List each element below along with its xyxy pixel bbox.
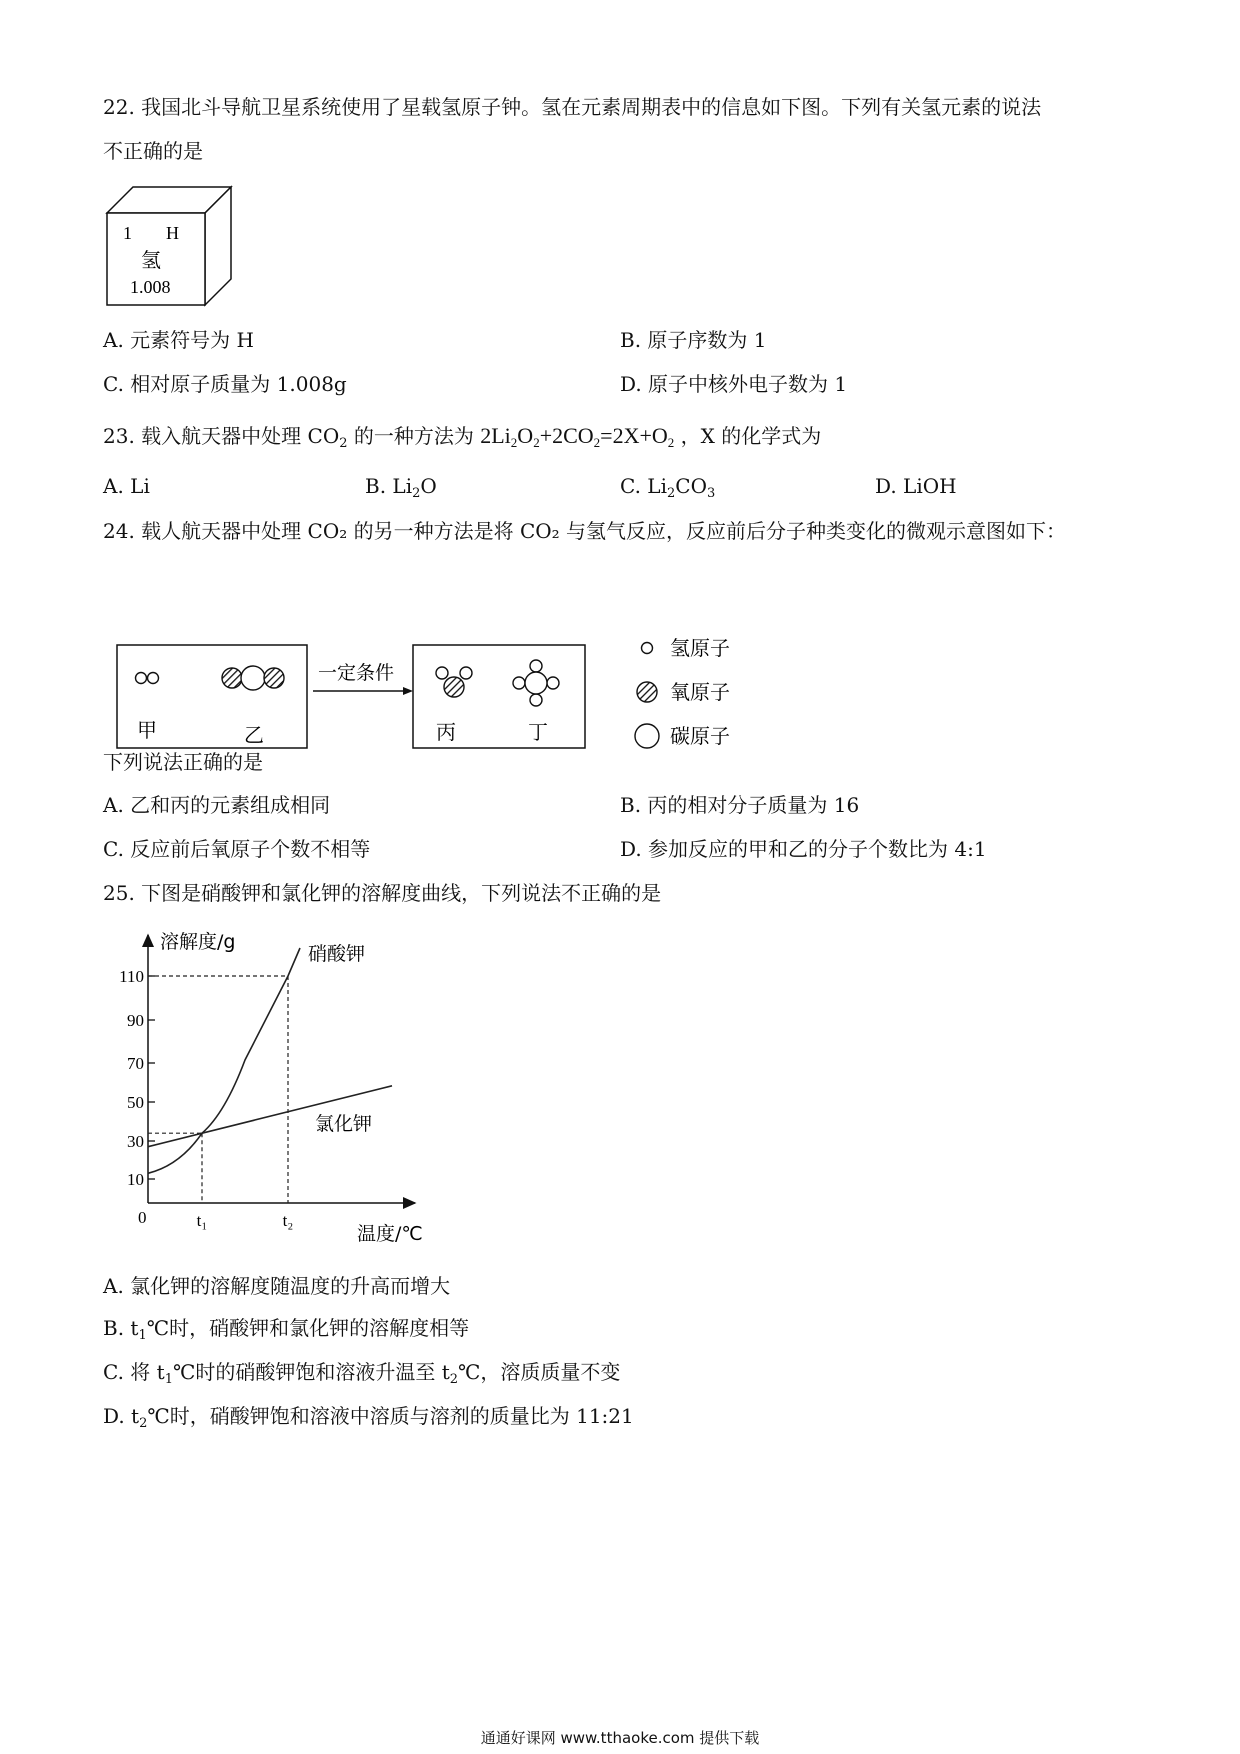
legend-o-label: 氧原子: [670, 680, 730, 704]
y-tick-label-30: 30: [127, 1132, 144, 1151]
q24-stem: 24. 载人航天器中处理 CO₂ 的另一种方法是将 CO₂ 与氢气反应，反应前后分子种类变化的微观示意图如下：: [103, 519, 1067, 543]
q25-stem: 25. 下图是硝酸钾和氯化钾的溶解度曲线，下列说法不正确的是: [103, 881, 662, 905]
guide-lines: [148, 976, 288, 1203]
element-number: 1: [123, 223, 132, 243]
legend-c-label: 碳原子: [670, 724, 730, 748]
x-axis-label: 温度/℃: [357, 1223, 423, 1245]
series-kcl-label: 氯化钾: [315, 1113, 373, 1135]
q23-equation: $2Li_2O_2+2CO_2=2X+O_2$: [480, 423, 675, 450]
label-jia: 甲: [137, 718, 157, 742]
q22-option-d: D. 原子中核外电子数为 1: [620, 372, 848, 396]
molecule-bing: [436, 667, 472, 697]
reaction-diagram: [100, 630, 780, 760]
q22-option-a: A. 元素符号为 H: [103, 328, 254, 352]
q22-stem-line1: 22. 我国北斗导航卫星系统使用了星载氢原子钟。氢在元素周期表中的信息如下图。下列有关氢元素的说法: [103, 95, 1042, 119]
q22-stem-line2: 不正确的是: [103, 139, 203, 163]
q24-option-b: B. 丙的相对分子质量为 16: [620, 793, 860, 817]
label-bing: 丙: [436, 720, 456, 744]
q24-option-c: C. 反应前后氧原子个数不相等: [103, 837, 371, 861]
q25-option-b: B. $t_1℃$时，硝酸钾和氯化钾的溶解度相等: [103, 1316, 470, 1343]
x-tick-label-1: t₁: [196, 1211, 208, 1230]
legend-c-icon: [635, 724, 659, 748]
curves: [148, 943, 392, 1173]
q23-option-b: B. $Li_2O$: [365, 474, 437, 501]
solubility-chart: [100, 920, 480, 1250]
element-symbol: H: [166, 223, 179, 243]
y-tick-label-50: 50: [127, 1093, 144, 1112]
x-tick-label-0: 0: [138, 1208, 147, 1227]
y-tick-label-110: 110: [119, 967, 144, 986]
y-tick-label-10: 10: [127, 1170, 144, 1189]
legend-h-label: 氢原子: [670, 636, 730, 660]
element-card-figure: [103, 183, 235, 308]
element-name: 氢: [141, 248, 161, 272]
q23-option-d: D. LiOH: [875, 474, 957, 498]
series-kno3-line: [148, 948, 300, 1173]
element-mass: 1.008: [130, 277, 171, 297]
legend-o-icon: [637, 682, 657, 702]
y-tick-label-70: 70: [127, 1054, 144, 1073]
y-axis-label: 溶解度/g: [160, 931, 236, 953]
y-ticks: [119, 967, 155, 1189]
q22-option-c: C. 相对原子质量为 1.008g: [103, 372, 347, 396]
q23-option-a: A. Li: [103, 474, 150, 498]
series-kno3-label: 硝酸钾: [308, 943, 366, 965]
y-tick-label-90: 90: [127, 1011, 144, 1030]
label-yi: 乙: [244, 723, 264, 747]
molecule-ding: [513, 660, 559, 706]
q25-option-a: A. 氯化钾的溶解度随温度的升高而增大: [103, 1274, 451, 1298]
x-ticks: [138, 1208, 293, 1230]
molecule-yi: [222, 666, 284, 690]
x-tick-label-2: t₂: [282, 1211, 294, 1230]
label-ding: 丁: [528, 720, 548, 744]
q23-option-c: C. $Li_2CO_3$: [620, 474, 716, 501]
footer-credit: 通通好课网 www.tthaoke.com 提供下载: [480, 1729, 760, 1747]
q23-stem: 23. 载入航天器中处理 $CO_2$ 的一种方法为 $2Li_2O_2+2CO_2=2X+O_2$ ，X 的化学式为: [103, 423, 822, 451]
legend-h-icon: [642, 643, 653, 654]
q25-option-c: C. 将 $t_1℃$时的硝酸钾饱和溶液升温至 $t_2℃$，溶质质量不变: [103, 1360, 621, 1387]
q25-option-d: D. $t_2℃$时，硝酸钾饱和溶液中溶质与溶剂的质量比为 11:21: [103, 1404, 634, 1431]
q22-option-b: B. 原子序数为 1: [620, 328, 767, 352]
q24-option-d: D. 参加反应的甲和乙的分子个数比为 4:1: [620, 837, 987, 861]
q24-option-a: A. 乙和丙的元素组成相同: [103, 793, 331, 817]
arrow-condition: 一定条件: [318, 662, 395, 684]
q24-prompt: 下列说法正确的是: [103, 750, 263, 774]
molecule-jia: [136, 673, 159, 684]
